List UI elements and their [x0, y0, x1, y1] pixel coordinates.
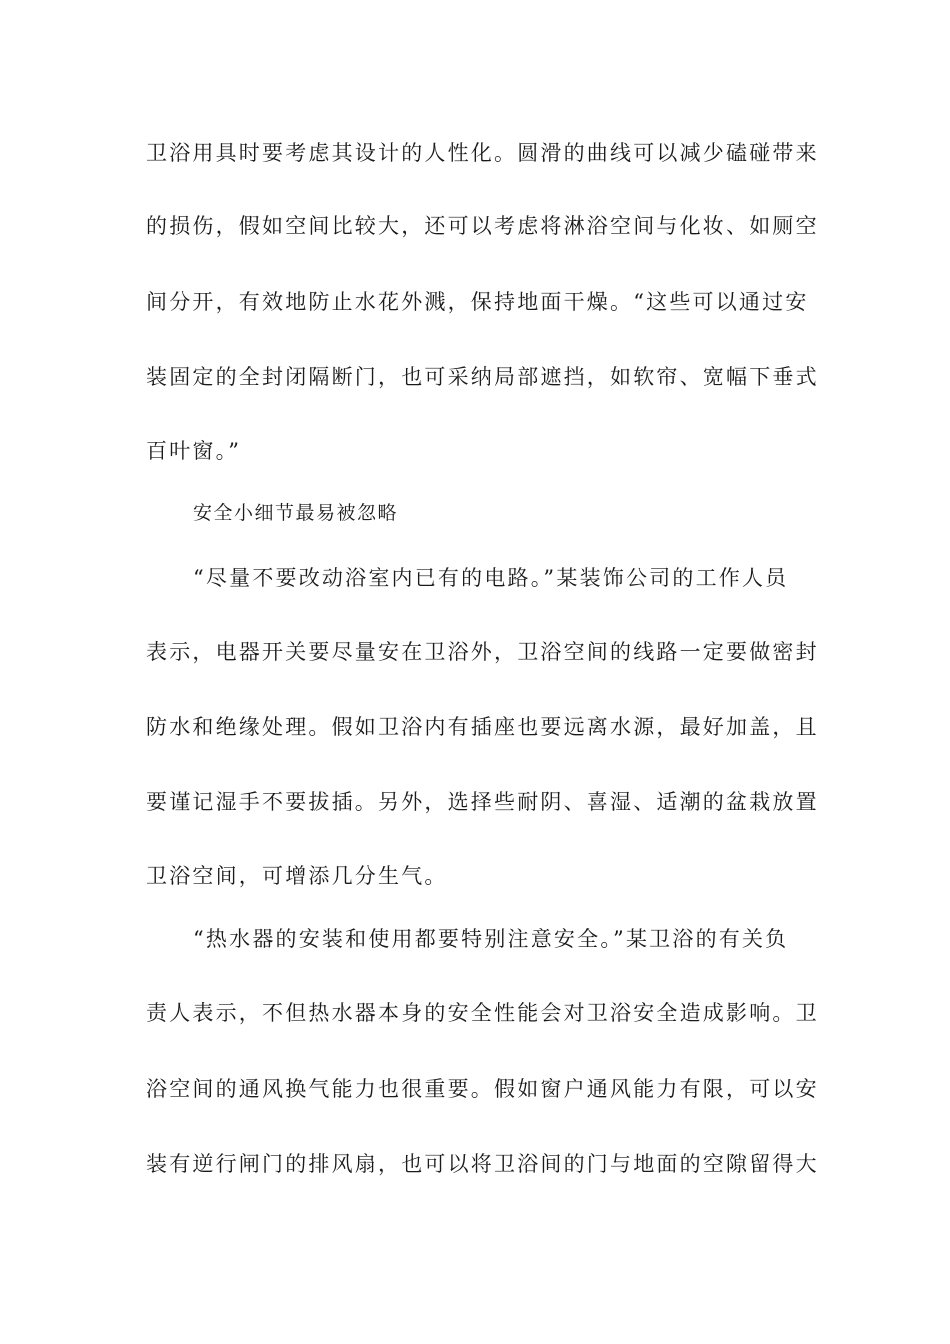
paragraph-line-8: 防水和绝缘处理。假如卫浴内有插座也要远离水源，最好加盖，且 [146, 715, 819, 739]
paragraph-line-2: 的损伤，假如空间比较大，还可以考虑将淋浴空间与化妆、如厕空 [146, 214, 819, 238]
paragraph-line-7: 表示，电器开关要尽量安在卫浴外，卫浴空间的线路一定要做密封 [146, 640, 819, 664]
paragraph-line-11: “热水器的安装和使用都要特别注意安全。”某卫浴的有关负 [193, 927, 789, 951]
paragraph-line-13: 浴空间的通风换气能力也很重要。假如窗户通风能力有限，可以安 [146, 1077, 819, 1101]
paragraph-line-10: 卫浴空间，可增添几分生气。 [146, 864, 448, 888]
paragraph-line-5: 百叶窗。” [146, 439, 242, 463]
paragraph-line-4: 装固定的全封闭隔断门，也可采纳局部遮挡，如软帘、宽幅下垂式 [146, 365, 819, 389]
paragraph-line-12: 责人表示，不但热水器本身的安全性能会对卫浴安全造成影响。卫 [146, 1001, 819, 1025]
paragraph-line-1: 卫浴用具时要考虑其设计的人性化。圆滑的曲线可以减少磕碰带来 [146, 141, 819, 165]
paragraph-line-14: 装有逆行闸门的排风扇，也可以将卫浴间的门与地面的空隙留得大 [146, 1152, 819, 1176]
section-heading: 安全小细节最易被忽略 [193, 502, 399, 524]
paragraph-line-3: 间分开，有效地防止水花外溅，保持地面干燥。“这些可以通过安 [146, 290, 809, 314]
paragraph-line-9: 要谨记湿手不要拔插。另外，选择些耐阴、喜湿、适潮的盆栽放置 [146, 790, 819, 814]
paragraph-line-6: “尽量不要改动浴室内已有的电路。”某装饰公司的工作人员 [193, 566, 789, 590]
